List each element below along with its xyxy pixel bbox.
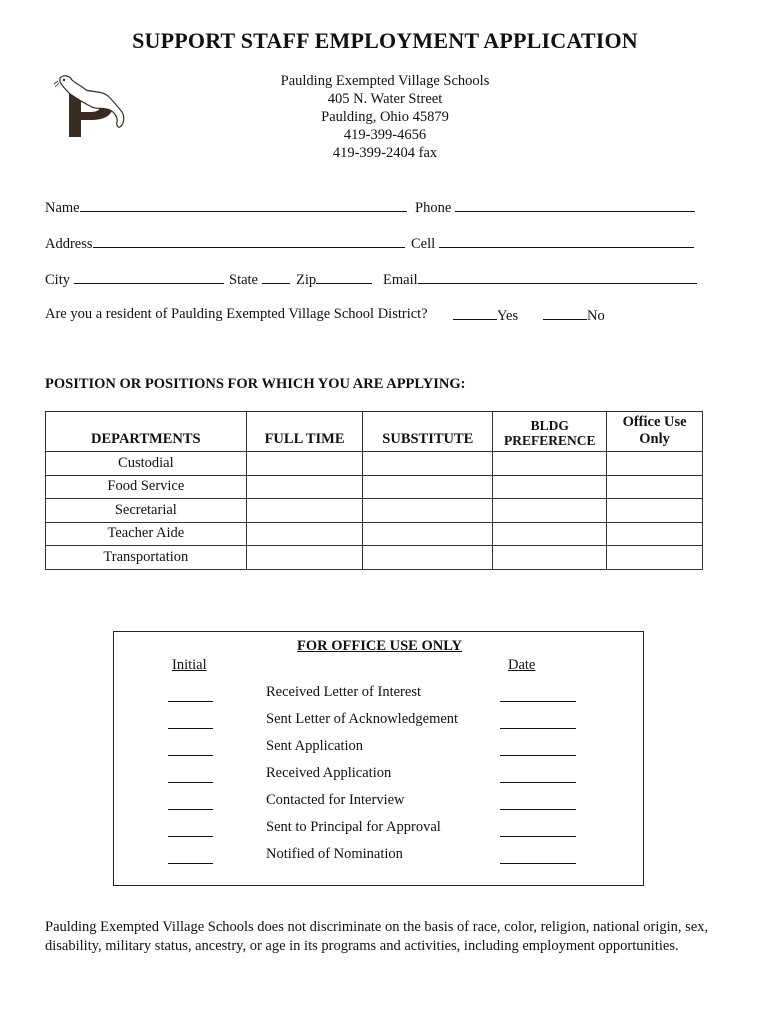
state-label: State xyxy=(229,272,258,288)
full-time-cell[interactable] xyxy=(246,522,363,546)
col-substitute: SUBSTITUTE xyxy=(363,412,493,452)
email-field[interactable] xyxy=(383,270,697,289)
initial-blank[interactable] xyxy=(168,765,213,783)
dept-teacher-aide: Teacher Aide xyxy=(46,522,247,546)
cell-line[interactable] xyxy=(439,234,694,248)
city-line[interactable] xyxy=(74,270,224,284)
dept-transportation: Transportation xyxy=(46,546,247,570)
resident-question xyxy=(45,306,428,323)
phone-label: Phone xyxy=(415,200,452,216)
office-use-box xyxy=(113,631,644,886)
resident-yes-label: Yes xyxy=(497,308,519,324)
dept-custodial: Custodial xyxy=(46,452,247,476)
table-row xyxy=(46,452,703,476)
col-full-time: FULL TIME xyxy=(246,412,363,452)
zip-label: Zip xyxy=(296,272,317,288)
bldg-cell[interactable] xyxy=(493,452,607,476)
substitute-cell[interactable] xyxy=(363,522,493,546)
office-step-date xyxy=(500,738,576,756)
step-label: Notified of Nomination xyxy=(266,846,403,862)
office-use-title: FOR OFFICE USE ONLY xyxy=(296,638,463,654)
office-step-row xyxy=(168,846,213,864)
date-blank[interactable] xyxy=(500,846,576,864)
cell-field[interactable] xyxy=(411,234,694,253)
dept-food-service: Food Service xyxy=(46,475,247,499)
table-row xyxy=(46,546,703,570)
dept-secretarial: Secretarial xyxy=(46,499,247,523)
step-label: Sent to Principal for Approval xyxy=(266,819,441,835)
office-step-date xyxy=(500,819,576,837)
org-street: 405 N. Water Street xyxy=(327,91,443,107)
nondiscrimination-notice: Paulding Exempted Village Schools does not discriminate on the basis of race, color, religion, national origin, sex, disability, military status, ancestry, or age in its programs and activities, including employment opportunities. xyxy=(45,919,709,954)
office-step-date xyxy=(500,711,576,729)
resident-no-line[interactable] xyxy=(543,306,587,320)
positions-table xyxy=(45,411,703,570)
date-blank[interactable] xyxy=(500,819,576,837)
office-step-row xyxy=(168,738,213,756)
col-bldg-preference xyxy=(493,412,607,452)
zip-field[interactable] xyxy=(296,270,372,289)
office-step-row xyxy=(168,684,213,702)
address-field[interactable] xyxy=(45,234,405,253)
state-field[interactable] xyxy=(229,270,290,289)
bldg-cell[interactable] xyxy=(493,522,607,546)
office-cell xyxy=(607,475,703,499)
initial-blank[interactable] xyxy=(168,846,213,864)
date-blank[interactable] xyxy=(500,738,576,756)
step-label: Sent Letter of Acknowledgement xyxy=(266,711,459,727)
office-step-row xyxy=(168,765,213,783)
substitute-cell[interactable] xyxy=(363,499,493,523)
full-time-cell[interactable] xyxy=(246,546,363,570)
city-label: City xyxy=(45,272,70,288)
col-office-line2: Only xyxy=(639,431,670,447)
email-line[interactable] xyxy=(418,270,697,284)
date-blank[interactable] xyxy=(500,792,576,810)
bldg-cell[interactable] xyxy=(493,546,607,570)
col-office-use xyxy=(607,412,703,452)
substitute-cell[interactable] xyxy=(363,475,493,499)
org-fax: 419-399-2404 fax xyxy=(332,145,438,161)
office-step-date xyxy=(500,765,576,783)
col-office-line1: Office Use xyxy=(622,414,687,430)
initial-column-label: Initial xyxy=(172,657,207,673)
table-header-row xyxy=(46,412,703,452)
name-field[interactable] xyxy=(45,198,407,217)
date-blank[interactable] xyxy=(500,684,576,702)
step-label: Received Letter of Interest xyxy=(266,684,421,700)
bldg-cell[interactable] xyxy=(493,475,607,499)
step-label: Sent Application xyxy=(266,738,364,754)
office-step-date xyxy=(500,792,576,810)
office-step-row xyxy=(168,819,213,837)
office-step-row xyxy=(168,792,213,810)
address-line[interactable] xyxy=(93,234,405,248)
date-blank[interactable] xyxy=(500,711,576,729)
col-bldg-line1: BLDG xyxy=(530,418,569,433)
name-label: Name xyxy=(45,200,80,216)
office-cell xyxy=(607,452,703,476)
resident-yes-line[interactable] xyxy=(453,306,497,320)
address-label: Address xyxy=(45,236,93,252)
office-step-date xyxy=(500,846,576,864)
office-cell xyxy=(607,546,703,570)
col-bldg-line2: PREFERENCE xyxy=(503,433,596,448)
full-time-cell[interactable] xyxy=(246,499,363,523)
cell-label: Cell xyxy=(411,236,436,252)
org-city: Paulding, Ohio 45879 xyxy=(321,109,449,125)
phone-field[interactable] xyxy=(415,198,695,217)
table-row xyxy=(46,499,703,523)
step-label: Received Application xyxy=(266,765,392,781)
name-line[interactable] xyxy=(80,198,407,212)
org-phone: 419-399-4656 xyxy=(343,127,427,143)
office-step-row xyxy=(168,711,213,729)
resident-question-text: Are you a resident of Paulding Exempted Village School District? xyxy=(45,306,428,322)
initial-blank[interactable] xyxy=(168,711,213,729)
office-cell xyxy=(607,499,703,523)
col-departments: DEPARTMENTS xyxy=(46,412,247,452)
bldg-cell[interactable] xyxy=(493,499,607,523)
date-column-label: Date xyxy=(508,657,536,673)
city-field[interactable] xyxy=(45,270,224,289)
initial-blank[interactable] xyxy=(168,684,213,702)
email-label: Email xyxy=(383,272,418,288)
table-row xyxy=(46,522,703,546)
full-time-cell[interactable] xyxy=(246,475,363,499)
page-title: SUPPORT STAFF EMPLOYMENT APPLICATION xyxy=(132,28,638,53)
step-label: Contacted for Interview xyxy=(266,792,405,808)
table-row xyxy=(46,475,703,499)
initial-blank[interactable] xyxy=(168,819,213,837)
resident-no[interactable] xyxy=(543,306,605,325)
substitute-cell[interactable] xyxy=(363,452,493,476)
phone-line[interactable] xyxy=(455,198,695,212)
office-cell xyxy=(607,522,703,546)
office-step-date xyxy=(500,684,576,702)
date-blank[interactable] xyxy=(500,765,576,783)
panther-p-logo-icon xyxy=(52,72,132,142)
initial-blank[interactable] xyxy=(168,738,213,756)
resident-no-label: No xyxy=(587,308,605,324)
resident-yes[interactable] xyxy=(453,306,518,325)
state-line[interactable] xyxy=(262,270,290,284)
zip-line[interactable] xyxy=(316,270,372,284)
full-time-cell[interactable] xyxy=(246,452,363,476)
initial-blank[interactable] xyxy=(168,792,213,810)
positions-heading: POSITION OR POSITIONS FOR WHICH YOU ARE APPLYING: xyxy=(45,376,466,392)
org-name: Paulding Exempted Village Schools xyxy=(280,73,490,89)
substitute-cell[interactable] xyxy=(363,546,493,570)
